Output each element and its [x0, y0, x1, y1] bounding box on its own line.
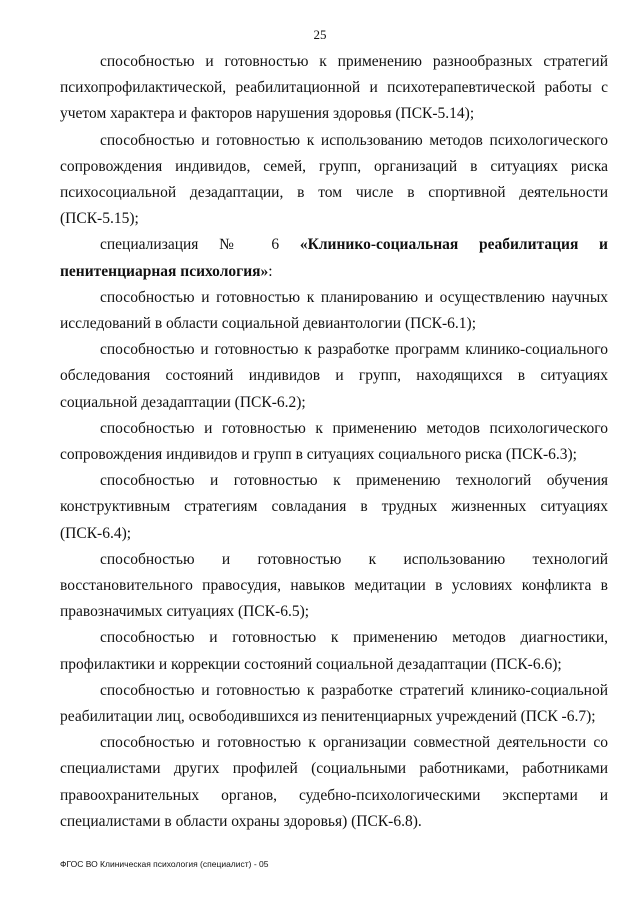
competency-pck-6-4: способностью и готовностью к применению технологий обучения конструктивным стратегиям совладания в трудных жизненных ситуациях (ПСК-6.4); — [60, 472, 608, 542]
specialization-suffix: : — [268, 262, 273, 280]
specialization-title: «Клинико-социальная реабилитация и пенитенциарная психология» — [60, 236, 608, 280]
document-body — [60, 49, 608, 835]
competency-pck-6-7: способностью и готовностью к разработке стратегий клинико-социальной реабилитации лиц, освободившихся из пенитенциарных учреждений (ПСК -6.7); — [60, 681, 608, 726]
competency-pck-6-1: способностью и готовностью к планированию и осуществлению научных исследований в области социальной девиантологии (ПСК-6.1); — [60, 288, 608, 333]
competency-pck-6-6: способностью и готовностью к применению методов диагностики, профилактики и коррекции состояний социальной дезадаптации (ПСК-6.6); — [60, 629, 608, 673]
competency-pck-5-14: способностью и готовностью к применению разнообразных стратегий психопрофилактической, реабилитационной и психотерапевтической работы с учетом характера и факторов нарушения здоровья (ПСК-5.14); — [60, 53, 608, 123]
specialization-prefix: специализация № 6 — [100, 236, 300, 254]
competency-pck-6-3: способностью и готовностью к применению методов психологического сопровождения индивидов и групп в ситуациях социального риска (ПСК-6.3); — [60, 419, 608, 464]
page-number: 25 — [313, 27, 327, 42]
competency-pck-5-15: способностью и готовностью к использованию методов психологического сопровождения индивидов, семей, групп, организаций в ситуациях риска психосоциальной дезадаптации, в том числе в спортивной деятельности (ПСК-5.15); — [60, 131, 608, 228]
competency-pck-6-8: способностью и готовностью к организации совместной деятельности со специалистами других профилей (социальными работниками, работниками правоохранительных органов, судебно-психологическими экспертами и специалистами в области охраны здоровья) (ПСК-6.8). — [60, 734, 608, 830]
competency-pck-6-5: способностью и готовностью к использованию технологий восстановительного правосудия, навыков медитации в условиях конфликта в правозначимых ситуациях (ПСК-6.5); — [60, 550, 608, 621]
document-footer: ФГОС ВО Клиническая психология (специалист) - 05 — [60, 859, 269, 869]
specialization-heading — [60, 232, 608, 284]
competency-pck-6-2: способностью и готовностью к разработке программ клинико-социального обследования состояний индивидов и групп, находящихся в ситуациях социальной дезадаптации (ПСК-6.2); — [60, 341, 608, 411]
